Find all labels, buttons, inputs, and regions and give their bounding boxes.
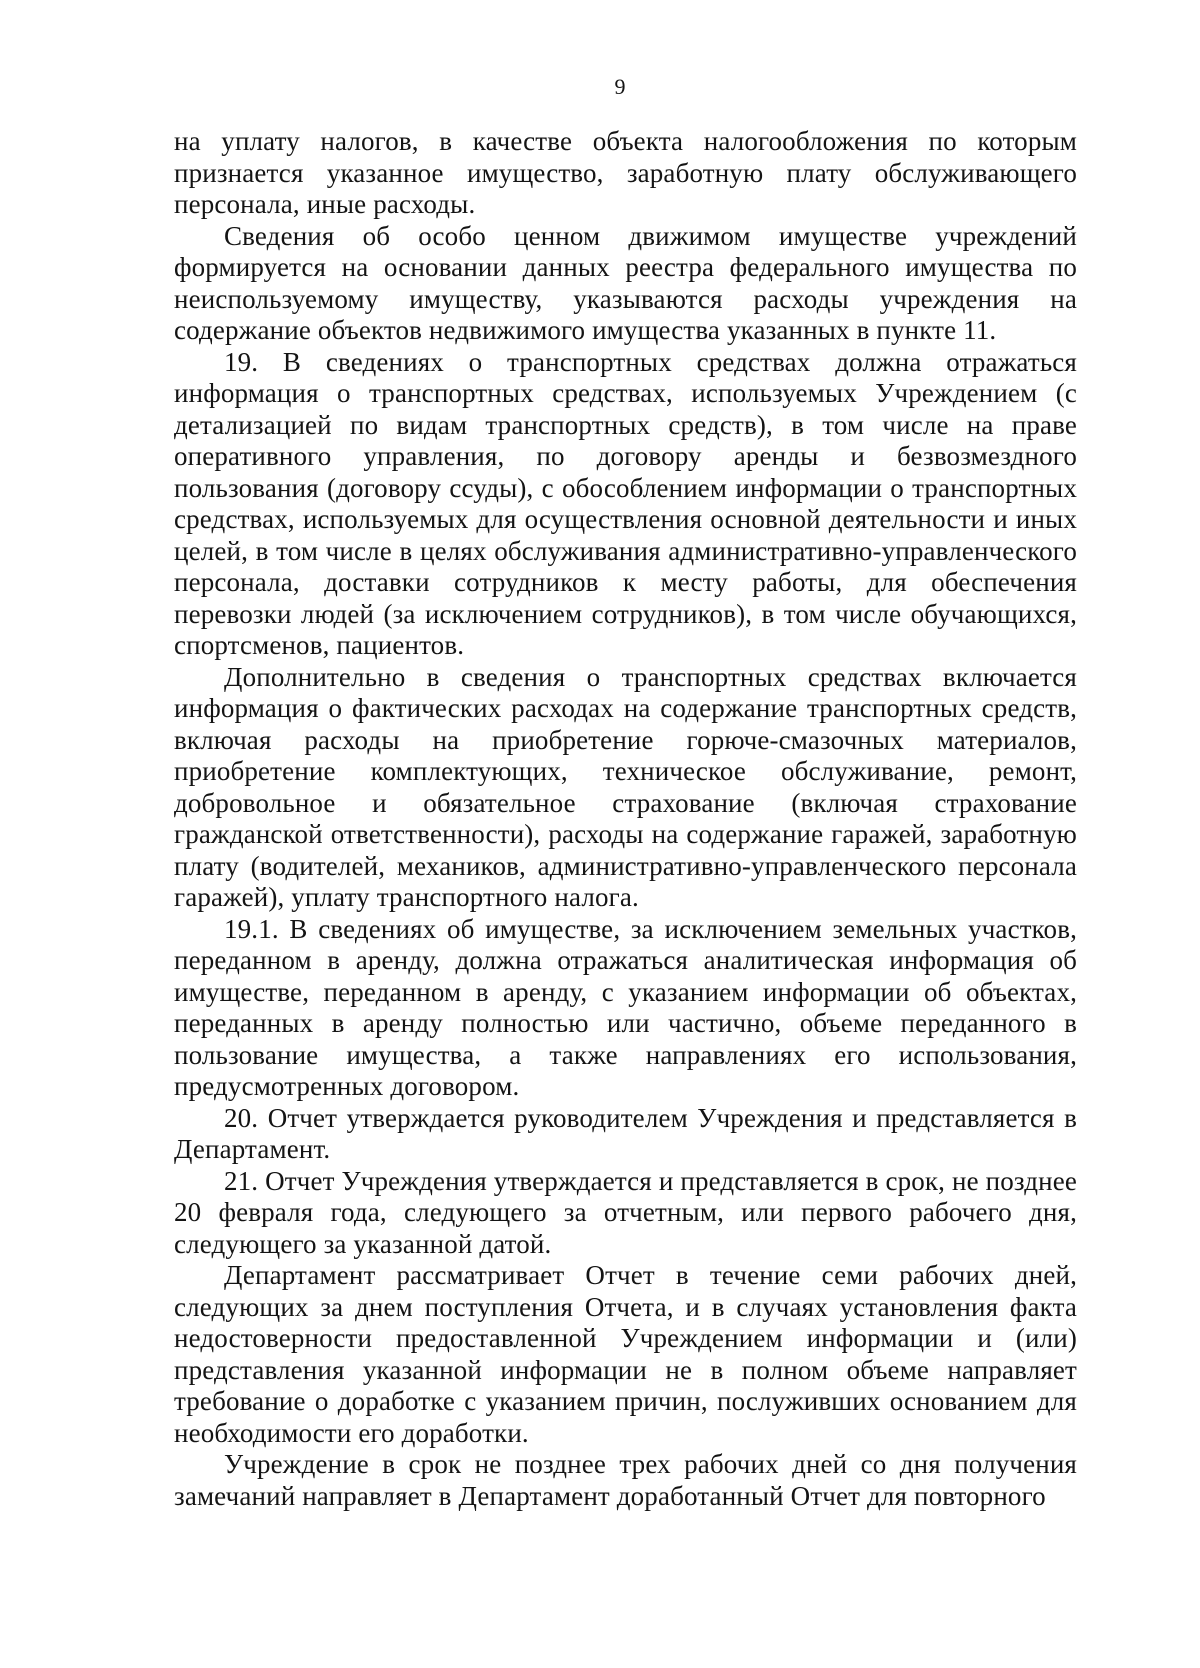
paragraph-valuable-property: Сведения об особо ценном движимом имуществе учреждений формируется на основании данных реестра федерального имущества по неиспользуемому имуществу, указываются расходы учреждения на содержание объектов недвижимого имущества указанных в пункте 11. bbox=[174, 220, 1077, 345]
paragraph-resubmission: Учреждение в срок не позднее трех рабочих дней со дня получения замечаний направляет в Департамент доработанный Отчет для повторного bbox=[174, 1449, 1077, 1511]
paragraph-19-vehicles: 19. В сведениях о транспортных средствах должна отражаться информация о транспортных средствах, используемых Учреждением (с детализацией по видам транспортных средств), в том числе на праве оперативного управления, по договору аренды и безвозмездного пользования (договору ссуды), с обособлением информации о транспортных средствах, используемых для осуществления основной деятельности и иных целей, в том числе в целях обслуживания административно-управленческого персонала, доставки сотрудников к месту работы, для обеспечения перевозки людей (за исключением сотрудников), в том числе обучающихся, спортсменов, пациентов. bbox=[174, 346, 1077, 660]
paragraph-taxes-continuation: на уплату налогов, в качестве объекта налогообложения по которым признается указанное имущество, заработную плату обслуживающего персонала, иные расходы. bbox=[174, 126, 1077, 219]
page-number: 9 bbox=[614, 74, 626, 99]
paragraph-20-approval: 20. Отчет утверждается руководителем Учреждения и представляется в Департамент. bbox=[174, 1102, 1077, 1164]
paragraph-vehicle-expenses: Дополнительно в сведения о транспортных средствах включается информация о фактических расходах на содержание транспортных средств, включая расходы на приобретение горюче-смазочных материалов, приобретение комплектующих, техническое обслуживание, ремонт, добровольное и обязательное страхование (включая страхование гражданской ответственности), расходы на содержание гаражей, заработную плату (водителей, механиков, административно-управленческого персонала гаражей), уплату транспортного налога. bbox=[174, 661, 1077, 912]
paragraph-department-review: Департамент рассматривает Отчет в течение семи рабочих дней, следующих за днем поступления Отчета, и в случаях установления факта недостоверности предоставленной Учреждением информации и (или) представления указанной информации не в полном объеме направляет требование о доработке с указанием причин, послуживших основанием для необходимости его доработки. bbox=[174, 1260, 1077, 1448]
paragraph-21-deadline: 21. Отчет Учреждения утверждается и представляется в срок, не позднее 20 февраля года, следующего за отчетным, или первого рабочего дня, следующего за указанной датой. bbox=[174, 1165, 1077, 1259]
paragraph-19-1-leased-property: 19.1. В сведениях об имуществе, за исключением земельных участков, переданном в аренду, должна отражаться аналитическая информация об имуществе, переданном в аренду, с указанием информации об объектах, переданных в аренду полностью или частично, объеме переданного в пользование имущества, а также направлениях его использования, предусмотренных договором. bbox=[174, 913, 1077, 1101]
document-body bbox=[174, 126, 1077, 1512]
